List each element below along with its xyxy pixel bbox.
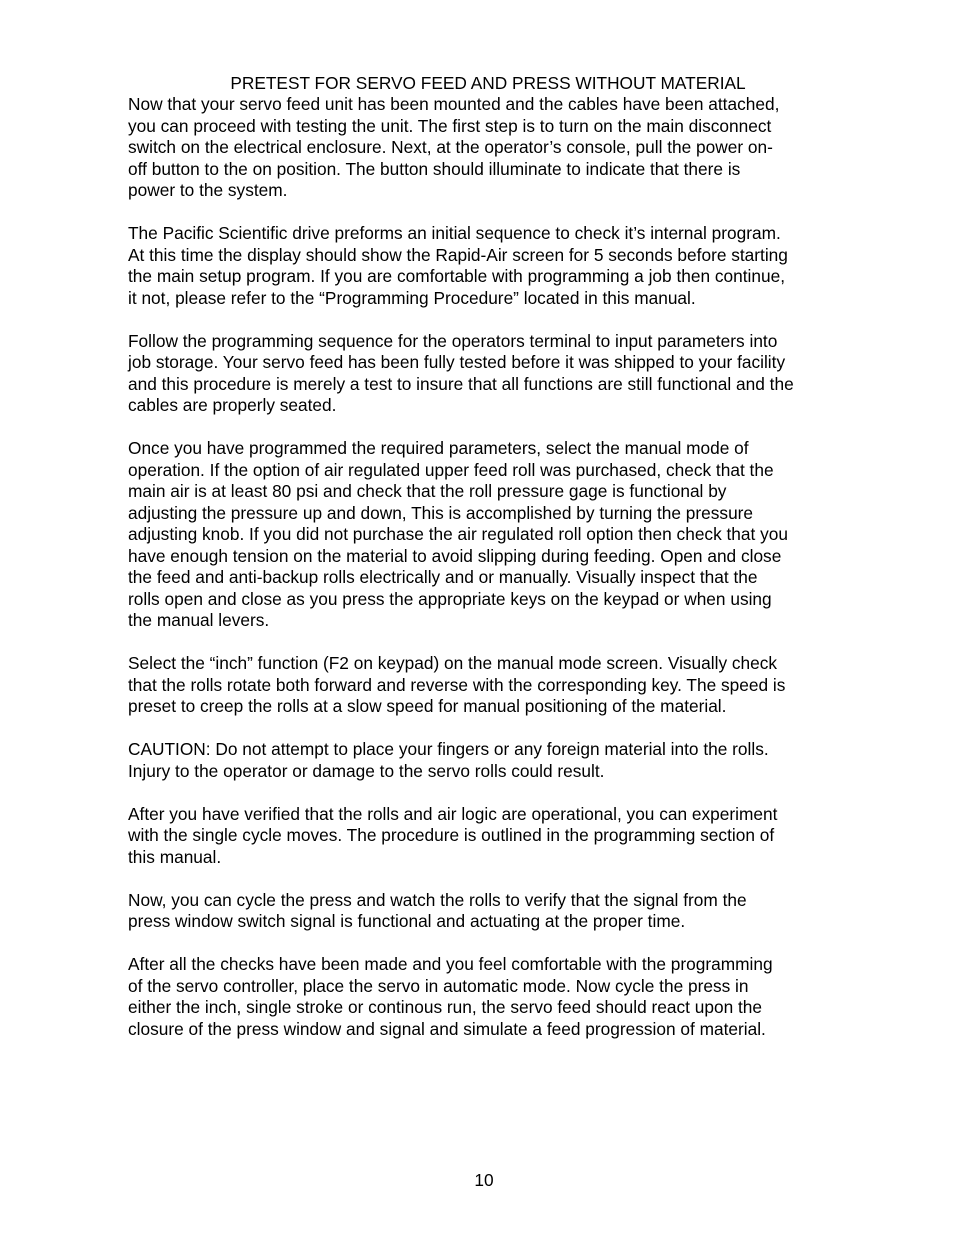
- text-line: Select the “inch” function (F2 on keypad) on the manual mode screen. Visually check: [128, 653, 778, 673]
- text-line: with the single cycle moves. The procedure is outlined in the programming section of: [128, 825, 775, 845]
- text-line: that the rolls rotate both forward and reverse with the corresponding key. The speed is: [128, 674, 786, 695]
- text-line: After all the checks have been made and you feel comfortable with the programming: [128, 954, 773, 974]
- text-line: adjusting the pressure up and down, This is accomplished by turning the pressure: [128, 502, 754, 523]
- paragraph-cycle-press: [128, 890, 858, 933]
- paragraph-caution: [128, 739, 858, 782]
- text-line: The Pacific Scientific drive preforms an initial sequence to check it’s internal program.: [128, 223, 781, 243]
- page-title: PRETEST FOR SERVO FEED AND PRESS WITHOUT MATERIAL: [230, 73, 746, 93]
- paragraph-power-on: [128, 94, 858, 202]
- text-line: it not, please refer to the “Programming Procedure” located in this manual.: [128, 287, 696, 308]
- paragraph-inch-function: [128, 653, 858, 718]
- text-line: Once you have programmed the required parameters, select the manual mode of: [128, 438, 749, 458]
- text-line: have enough tension on the material to avoid slipping during feeding. Open and close: [128, 545, 782, 566]
- text-line: cables are properly seated.: [128, 395, 337, 415]
- text-line: and this procedure is merely a test to insure that all functions are still functional and the: [128, 373, 794, 394]
- text-line: this manual.: [128, 846, 222, 867]
- text-line: closure of the press window and signal and simulate a feed progression of material.: [128, 1018, 766, 1039]
- text-line: either the inch, single stroke or continous run, the servo feed should react upon the: [128, 997, 763, 1017]
- text-line: the feed and anti-backup rolls electrically and or manually. Visually inspect that the: [128, 567, 758, 587]
- page-number: 10: [474, 1170, 494, 1190]
- paragraph-programming-sequence: [128, 331, 858, 417]
- paragraph-manual-mode: [128, 438, 858, 632]
- text-line: the main setup program. If you are comfortable with programming a job then continue,: [128, 266, 786, 286]
- paragraph-initial-sequence: [128, 223, 858, 309]
- text-line: switch on the electrical enclosure. Next, at the operator’s console, pull the power on-: [128, 137, 773, 157]
- text-line: Now, you can cycle the press and watch the rolls to verify that the signal from the: [128, 889, 747, 910]
- text-line: CAUTION: Do not attempt to place your fingers or any foreign material into the rolls.: [128, 739, 769, 759]
- text-line: you can proceed with testing the unit. The first step is to turn on the main disconnect: [128, 115, 772, 136]
- text-line: Now that your servo feed unit has been mounted and the cables have been attached,: [128, 94, 780, 114]
- text-line: Follow the programming sequence for the operators terminal to input parameters into: [128, 330, 778, 351]
- text-line: preset to creep the rolls at a slow speed for manual positioning of the material.: [128, 696, 727, 716]
- text-line: adjusting knob. If you did not purchase the air regulated roll option then check that you: [128, 524, 788, 544]
- body-text: [128, 94, 858, 1062]
- text-line: After you have verified that the rolls and air logic are operational, you can experiment: [128, 803, 778, 824]
- text-line: At this time the display should show the Rapid-Air screen for 5 seconds before starting: [128, 244, 788, 265]
- text-line: Injury to the operator or damage to the servo rolls could result.: [128, 760, 605, 781]
- text-line: of the servo controller, place the servo in automatic mode. Now cycle the press in: [128, 975, 749, 996]
- text-line: press window switch signal is functional and actuating at the proper time.: [128, 911, 686, 931]
- text-line: main air is at least 80 psi and check that the roll pressure gage is functional by: [128, 481, 727, 501]
- paragraph-single-cycle: [128, 804, 858, 869]
- text-line: job storage. Your servo feed has been fully tested before it was shipped to your facility: [128, 352, 786, 372]
- text-line: operation. If the option of air regulated upper feed roll was purchased, check that the: [128, 459, 774, 480]
- paragraph-automatic-mode: [128, 954, 858, 1040]
- text-line: off button to the on position. The button should illuminate to indicate that there is: [128, 158, 741, 179]
- text-line: the manual levers.: [128, 610, 270, 630]
- text-line: rolls open and close as you press the appropriate keys on the keypad or when using: [128, 588, 772, 609]
- text-line: power to the system.: [128, 180, 288, 200]
